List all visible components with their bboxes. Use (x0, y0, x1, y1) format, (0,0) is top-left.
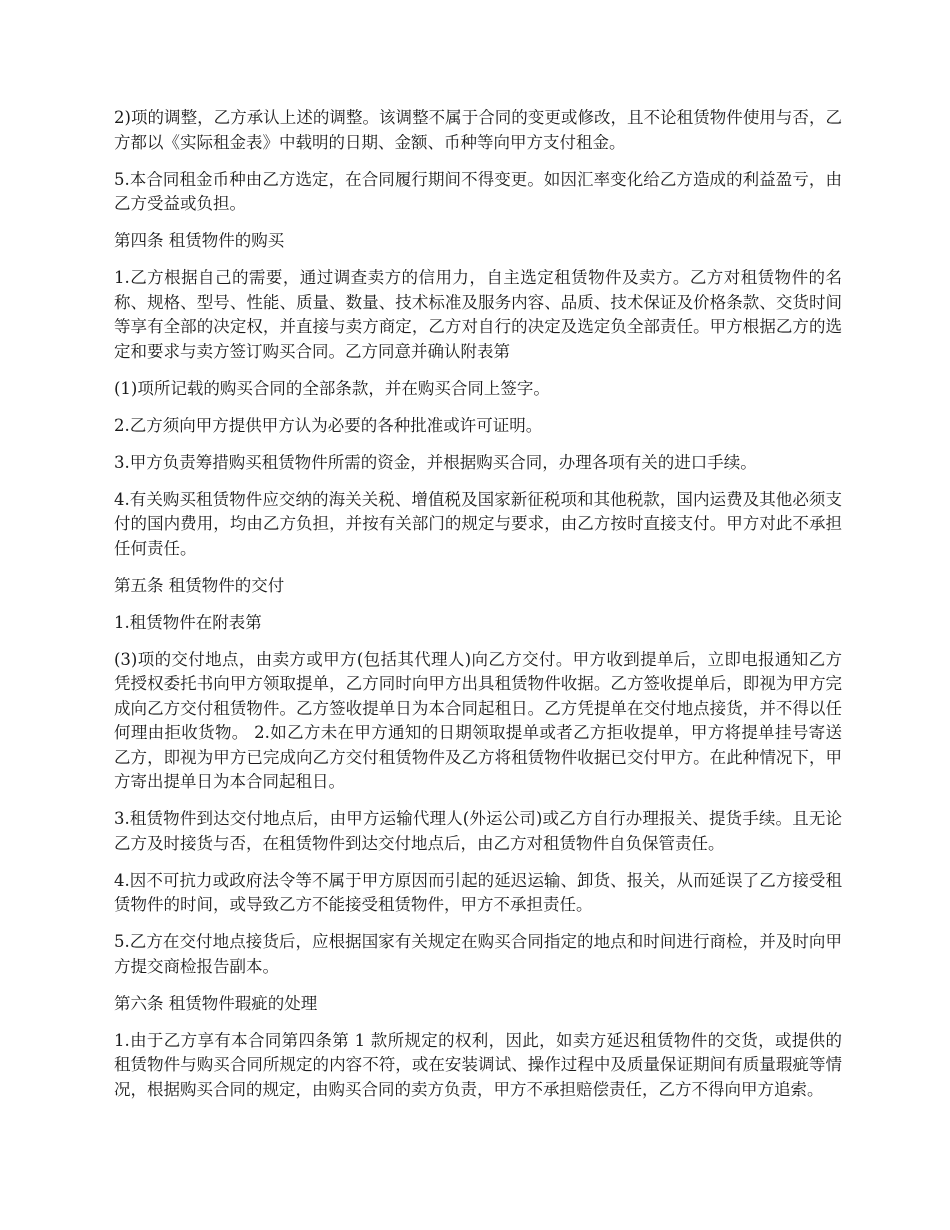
paragraph-article4-clause1: 1.乙方根据自己的需要，通过调查卖方的信用力，自主选定租赁物件及卖方。乙方对租赁物件的名称、规格、型号、性能、质量、数量、技术标准及服务内容、品质、技术保证及价格条款、交货时间等享有全部的决定权，并直接与卖方商定，乙方对自行的决定及选定负全部责任。甲方根据乙方的选定和要求与卖方签订购买合同。乙方同意并确认附表第 (114, 268, 842, 361)
paragraph-article5-clause1: 1.租赁物件在附表第 (114, 612, 262, 632)
paragraph-article3-clause5: 5.本合同租金币种由乙方选定，在合同履行期间不得变更。如因汇率变化给乙方造成的利益盈亏，由乙方受益或负担。 (114, 169, 842, 213)
heading-article4: 第四条 租赁物件的购买 (114, 231, 285, 250)
paragraph-article4-clause3: 3.甲方负责筹措购买租赁物件所需的资金，并根据购买合同，办理各项有关的进口手续。 (114, 452, 757, 472)
paragraph-article6-clause1: 1.由于乙方享有本合同第四条第 1 款所规定的权利，因此，如卖方延迟租赁物件的交货，或提供的租赁物件与购买合同所规定的内容不符，或在安装调试、操作过程中及质量保证期间有质量瑕疵等情况，根据购买合同的规定，由购买合同的卖方负责，甲方不承担赔偿责任，乙方不得向甲方追索。 (114, 1030, 842, 1099)
heading-article5: 第五条 租赁物件的交付 (114, 575, 285, 595)
paragraph-article3-clause2-continued: 2)项的调整，乙方承认上述的调整。该调整不属于合同的变更或修改，且不论租赁物件使用与否，乙方都以《实际租金表》中载明的日期、金额、币种等向甲方支付租金。 (114, 108, 842, 152)
heading-article6: 第六条 租赁物件瑕疵的处理 (114, 993, 318, 1013)
paragraph-article5-clause4: 4.因不可抗力或政府法令等不属于甲方原因而引起的延迟运输、卸货、报关，从而延误了乙方接受租赁物件的时间，或导致乙方不能接受租赁物件，甲方不承担责任。 (114, 870, 842, 914)
paragraph-article5-clause1-2-continued: (3)项的交付地点，由卖方或甲方(包括其代理人)向乙方交付。甲方收到提单后，立即电报通知乙方凭授权委托书向甲方领取提单，乙方同时向甲方出具租赁物件收据。乙方签收提单后，即视为甲方完成向乙方交付租赁物件。乙方签收提单日为本合同起租日。乙方凭提单在交付地点接货，并不得以任何理由拒收货物。 2.如乙方未在甲方通知的日期领取提单或者乙方拒收提单，甲方将提单挂号寄送乙方，即视为甲方已完成向乙方交付租赁物件及乙方将租赁物件收据已交付甲方。在此种情况下，甲方寄出提单日为本合同起租日。 (114, 649, 842, 791)
paragraph-article4-clause2: 2.乙方须向甲方提供甲方认为必要的各种批准或许可证明。 (114, 415, 543, 435)
document-page (114, 106, 842, 1115)
paragraph-article4-clause1-continued: (1)项所记载的购买合同的全部条款，并在购买合同上签字。 (114, 378, 550, 398)
paragraph-article5-clause5: 5.乙方在交付地点接货后，应根据国家有关规定在购买合同指定的地点和时间进行商检，并及时向甲方提交商检报告副本。 (114, 932, 842, 976)
paragraph-article5-clause3: 3.租赁物件到达交付地点后，由甲方运输代理人(外运公司)或乙方自行办理报关、提货手续。且无论乙方及时接货与否，在租赁物件到达交付地点后，由乙方对租赁物件自负保管责任。 (114, 809, 842, 853)
paragraph-article4-clause4: 4.有关购买租赁物件应交纳的海关关税、增值税及国家新征税项和其他税款，国内运费及其他必须支付的国内费用，均由乙方负担，并按有关部门的规定与要求，由乙方按时直接支付。甲方对此不承担任何责任。 (114, 489, 842, 558)
